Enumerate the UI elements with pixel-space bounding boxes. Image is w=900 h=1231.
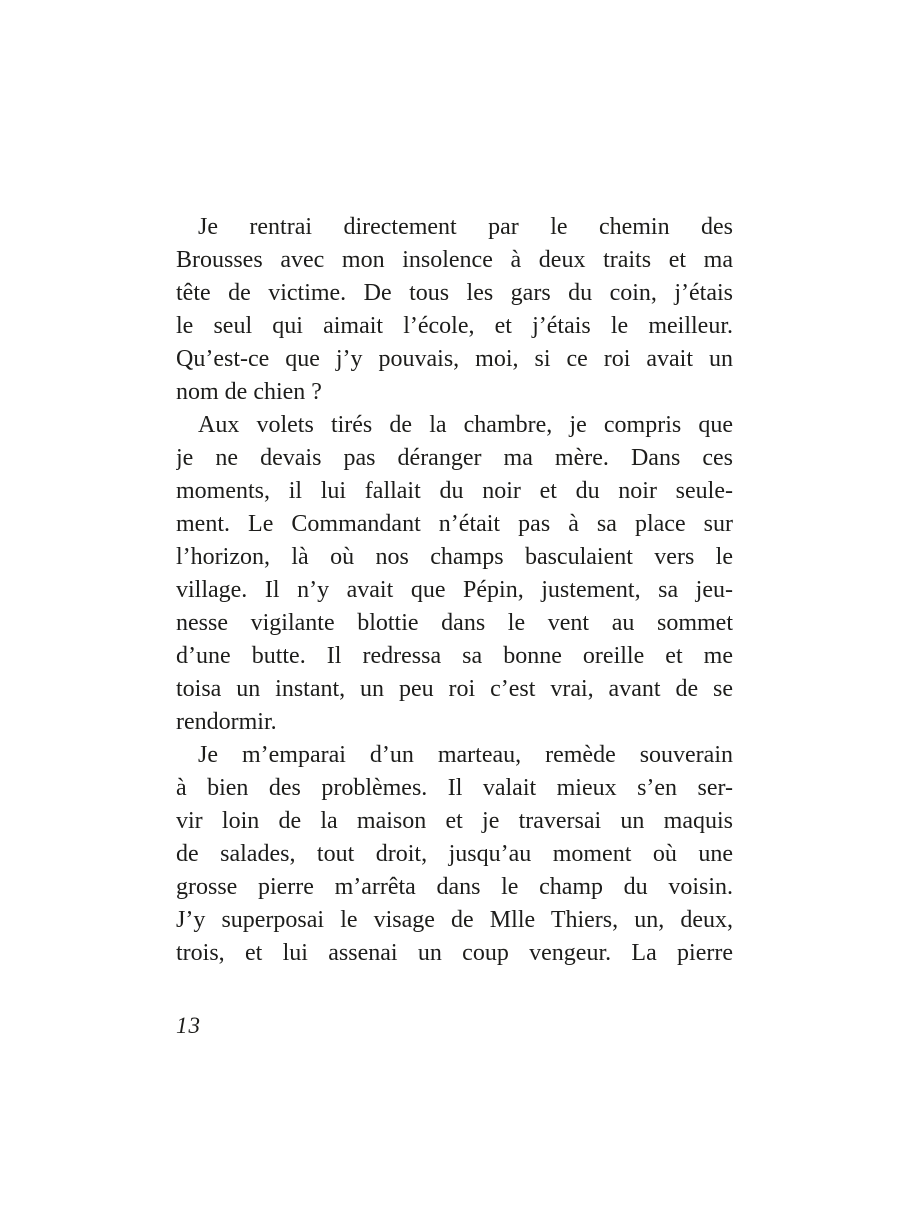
text-line: grosse pierre m’arrêta dans le champ du voisin. [176,874,733,900]
text-line: nesse vigilante blottie dans le vent au sommet [176,610,733,636]
text-line: vir loin de la maison et je traversai un maquis [176,808,733,834]
paragraph-3 [176,739,733,970]
text-line: de salades, tout droit, jusqu’au moment où une [176,841,733,867]
page-text [176,211,733,970]
text-line: Brousses avec mon insolence à deux traits et ma [176,247,733,273]
text-line: moments, il lui fallait du noir et du noir seule- [176,478,733,504]
text-line: nom de chien ? [176,379,322,405]
text-line: d’une butte. Il redressa sa bonne oreille et me [176,643,733,669]
text-line: Qu’est-ce que j’y pouvais, moi, si ce roi avait un [176,346,733,372]
text-line: rendormir. [176,709,277,735]
text-line: l’horizon, là où nos champs basculaient vers le [176,544,733,570]
text-line: ment. Le Commandant n’était pas à sa place sur [176,511,733,537]
text-line: village. Il n’y avait que Pépin, justement, sa jeu- [176,577,733,603]
text-line: Je rentrai directement par le chemin des [198,214,733,240]
text-line: Je m’emparai d’un marteau, remède souverain [198,742,733,768]
paragraph-2 [176,409,733,739]
page-number: 13 [176,1013,201,1038]
paragraph-1 [176,211,733,409]
text-line: tête de victime. De tous les gars du coin, j’étais [176,280,733,306]
text-line: trois, et lui assenai un coup vengeur. La pierre [176,940,733,966]
text-line: toisa un instant, un peu roi c’est vrai, avant de se [176,676,733,702]
text-line: je ne devais pas déranger ma mère. Dans ces [176,445,733,471]
text-line: à bien des problèmes. Il valait mieux s’en ser- [176,775,733,801]
text-line: le seul qui aimait l’école, et j’étais le meilleur. [176,313,733,339]
text-line: Aux volets tirés de la chambre, je compris que [198,412,733,438]
text-line: J’y superposai le visage de Mlle Thiers, un, deux, [176,907,733,933]
